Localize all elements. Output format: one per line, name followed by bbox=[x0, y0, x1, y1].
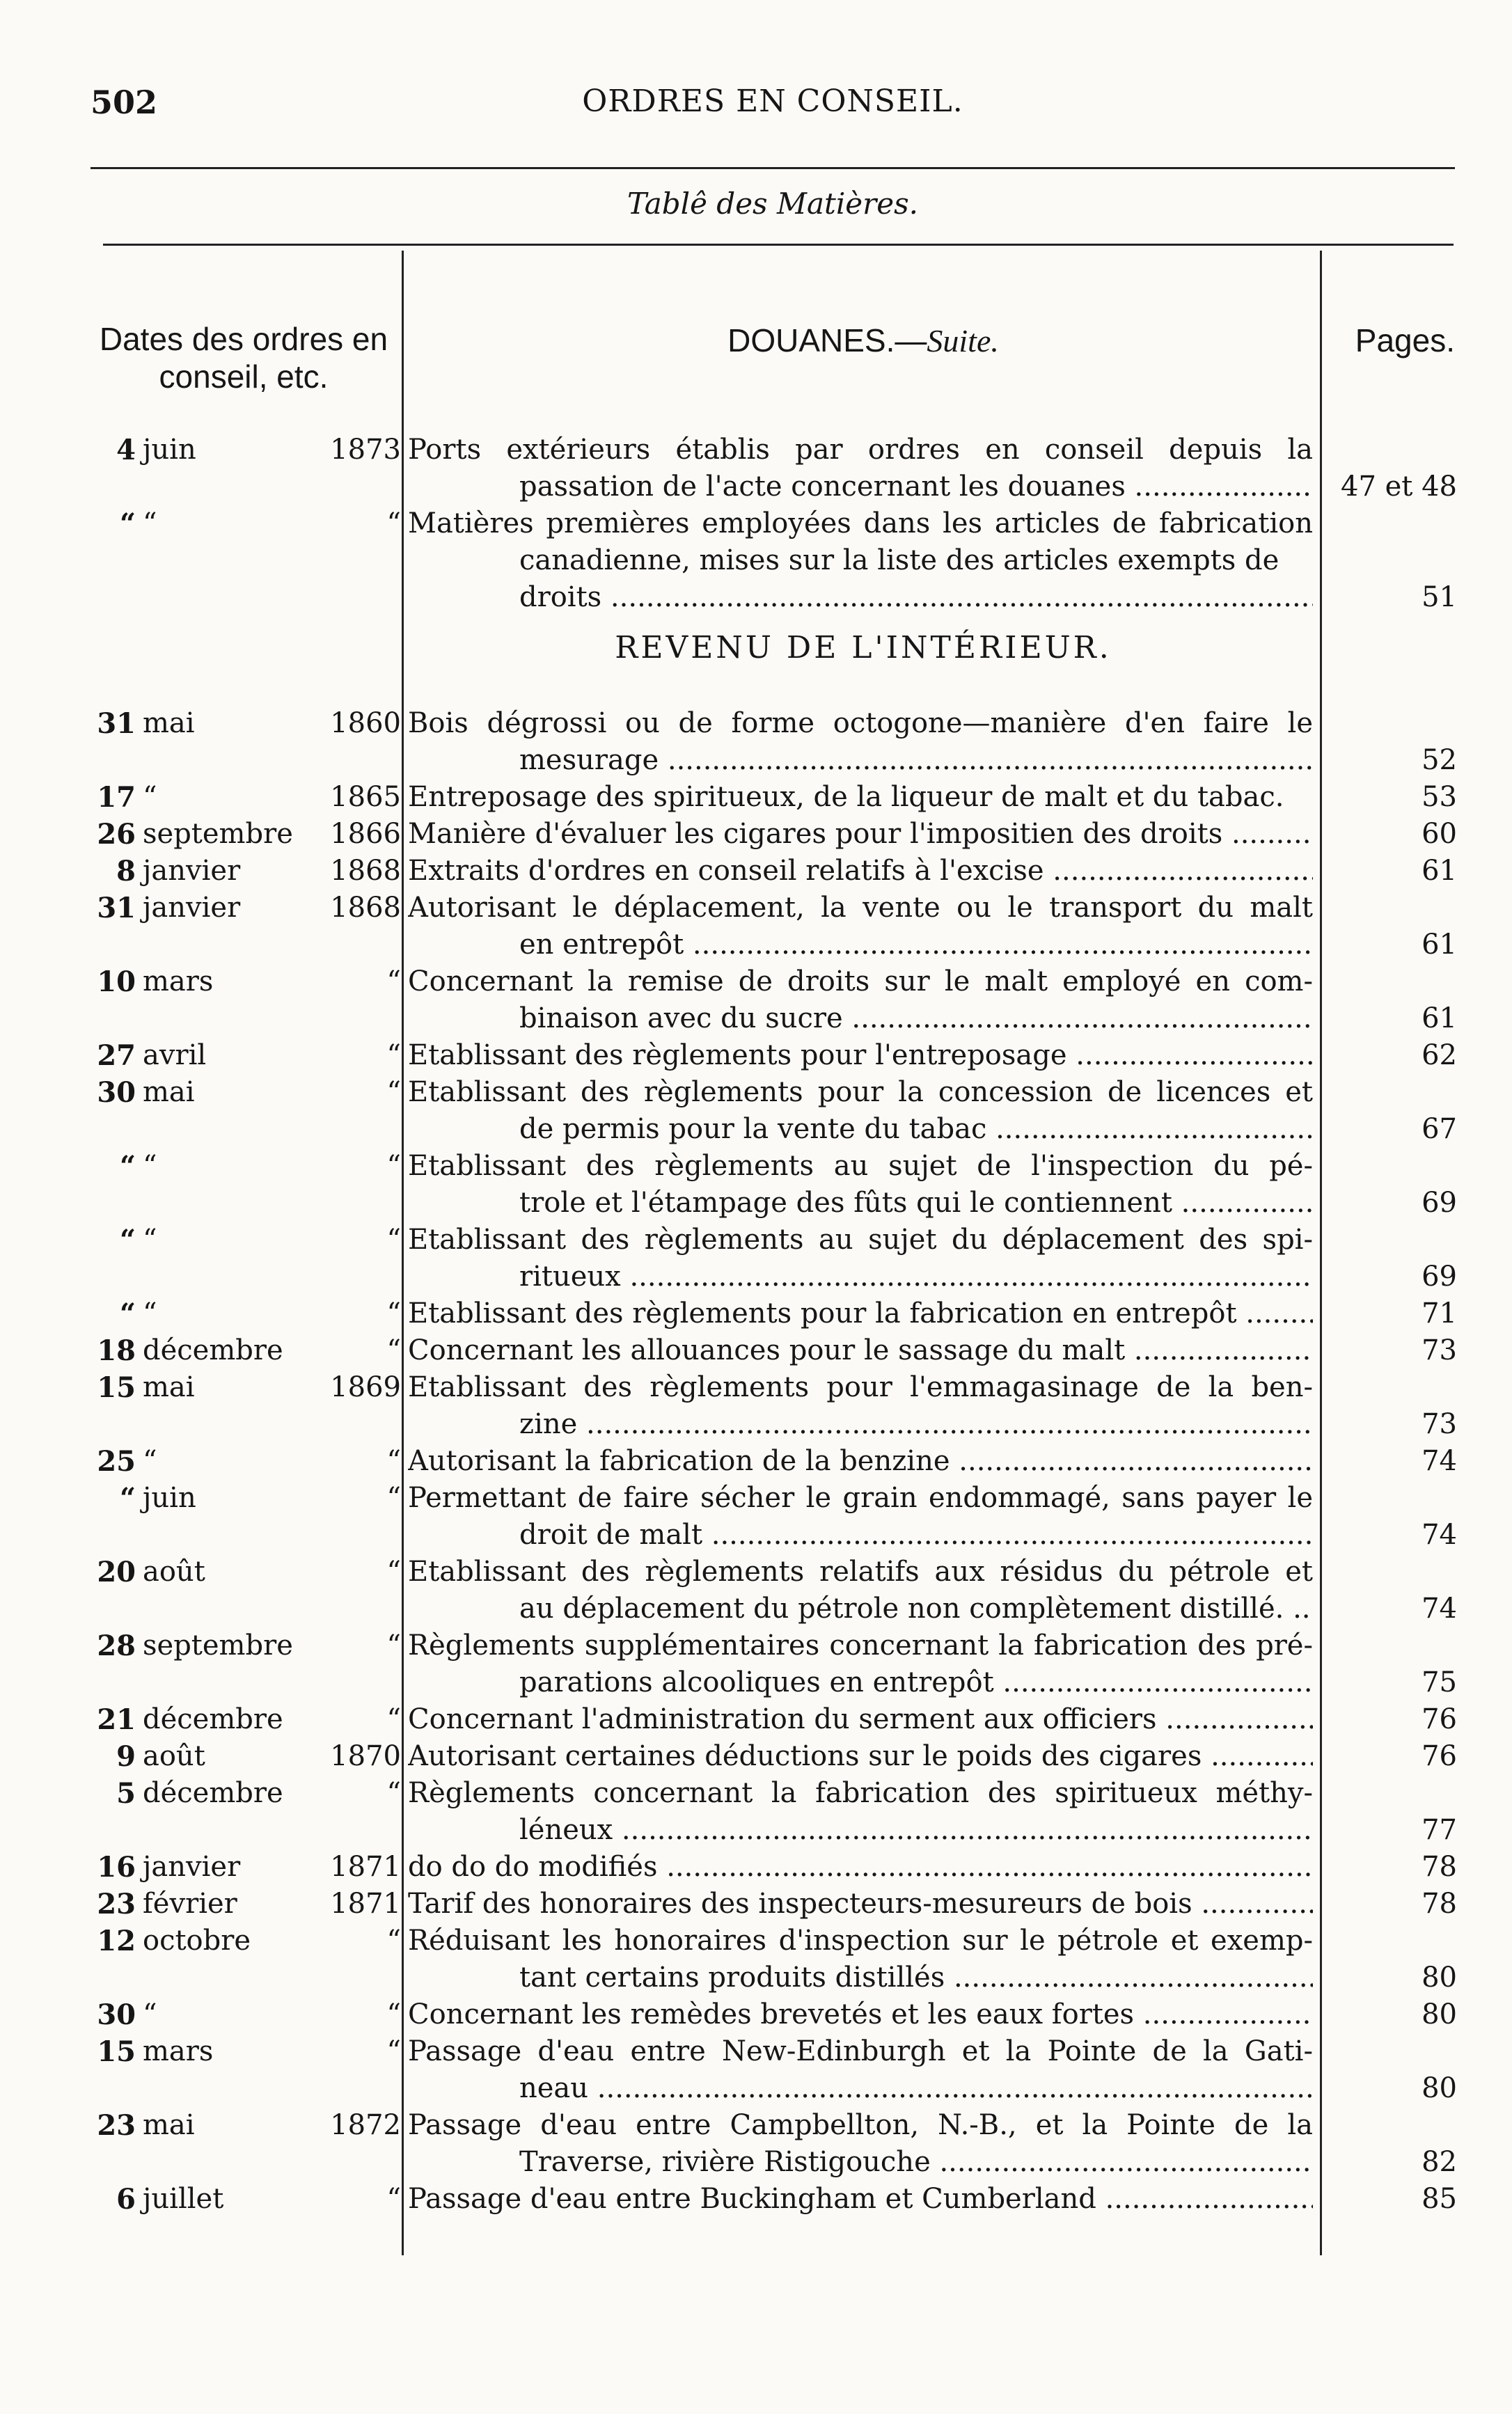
entry-description-line: Autorisant la fabrication de la benzine ..... bbox=[408, 1443, 1313, 1480]
entry-day: 10 bbox=[97, 965, 136, 998]
entry-page: 80 bbox=[1422, 2072, 1457, 2104]
entry-month: février bbox=[143, 1888, 237, 1920]
entry-description-line: Concernant les allouances pour le sassage du malt ..... bbox=[408, 1332, 1313, 1369]
entry-page: 73 bbox=[1422, 1408, 1457, 1440]
entry-month: décembre bbox=[143, 1334, 283, 1366]
entry-description bbox=[408, 1332, 1313, 1369]
entry-description bbox=[408, 2181, 1313, 2218]
entry-page: 67 bbox=[1422, 1113, 1457, 1145]
column-header-pages: Pages. bbox=[1355, 322, 1455, 358]
entry-year: “ bbox=[386, 1445, 401, 1477]
entry-month: “ bbox=[143, 1445, 157, 1477]
entry-description bbox=[408, 2033, 1313, 2107]
entry-month: janvier bbox=[143, 855, 241, 887]
entry-page: 82 bbox=[1422, 2146, 1457, 2178]
entry-page: 61 bbox=[1422, 929, 1457, 961]
entry-day: 17 bbox=[97, 781, 136, 814]
entry-year: “ bbox=[386, 1150, 401, 1182]
entry-page: 60 bbox=[1422, 818, 1457, 850]
entry-page: 51 bbox=[1422, 581, 1457, 613]
entry-day: 16 bbox=[97, 1851, 136, 1884]
entry-description bbox=[408, 1775, 1313, 1849]
entry-page: 80 bbox=[1422, 1998, 1457, 2030]
entry-description bbox=[408, 963, 1313, 1037]
entry-day: 25 bbox=[97, 1445, 136, 1478]
entry-month: “ bbox=[143, 507, 157, 539]
entry-year: “ bbox=[386, 1039, 401, 1071]
entry-description-line: léneux ..... bbox=[408, 1812, 1313, 1849]
entry-day: 23 bbox=[97, 2109, 136, 2142]
entry-month: “ bbox=[143, 1150, 157, 1182]
entry-year: 1873 bbox=[330, 434, 401, 466]
entry-description bbox=[408, 853, 1313, 890]
entry-page: 78 bbox=[1422, 1888, 1457, 1920]
entry-day: 23 bbox=[97, 1888, 136, 1920]
entry-page: 74 bbox=[1422, 1519, 1457, 1551]
entry-year: “ bbox=[386, 1777, 401, 1809]
entry-description bbox=[408, 890, 1313, 963]
entry-description-line: Matières premières employées dans les articles de fabrication bbox=[408, 507, 1313, 539]
entry-description-line: droits ..... bbox=[408, 579, 1313, 616]
entry-description-line: Tarif des honoraires des inspecteurs-mesureurs de bois ..... bbox=[408, 1886, 1313, 1923]
entry-page: 62 bbox=[1422, 1039, 1457, 1071]
entry-page: 53 bbox=[1422, 781, 1457, 813]
top-rule bbox=[90, 167, 1455, 169]
entry-day: “ bbox=[119, 1224, 136, 1256]
entry-page: 85 bbox=[1422, 2183, 1457, 2215]
entry-day: “ bbox=[119, 1482, 136, 1515]
entry-day: 8 bbox=[116, 855, 136, 888]
entry-year: 1870 bbox=[330, 1740, 401, 1772]
entry-description-line: droit de malt ..... bbox=[408, 1517, 1313, 1554]
entry-year: “ bbox=[386, 1630, 401, 1662]
entry-day: 26 bbox=[97, 818, 136, 851]
entry-page: 47 et 48 bbox=[1341, 471, 1457, 503]
entry-page: 76 bbox=[1422, 1740, 1457, 1772]
entry-year: “ bbox=[386, 507, 401, 539]
entry-year: 1860 bbox=[330, 707, 401, 739]
entry-description-line: Etablissant des règlements au sujet de l'inspection du pé- bbox=[408, 1150, 1313, 1182]
entry-description bbox=[408, 1554, 1313, 1627]
entry-description-line: Ports extérieurs établis par ordres en conseil depuis la bbox=[408, 434, 1313, 466]
entry-month: décembre bbox=[143, 1703, 283, 1735]
entry-year: “ bbox=[386, 1482, 401, 1514]
entry-description bbox=[408, 1701, 1313, 1738]
entry-description bbox=[408, 1627, 1313, 1701]
column-header-dates-line2: conseil, etc. bbox=[159, 358, 329, 395]
entry-description-line: Traverse, rivière Ristigouche ..... bbox=[408, 2144, 1313, 2181]
entry-description bbox=[408, 1996, 1313, 2033]
entry-description bbox=[408, 1222, 1313, 1295]
entry-day: 18 bbox=[97, 1334, 136, 1367]
entry-description-line: Etablissant des règlements relatifs aux résidus du pétrole et bbox=[408, 1556, 1313, 1588]
entry-month: mai bbox=[143, 1076, 195, 1108]
entry-description-line: passation de l'acte concernant les douanes ..... bbox=[408, 468, 1313, 505]
entry-description-line: Bois dégrossi ou de forme octogone—manière d'en faire le bbox=[408, 707, 1313, 739]
entry-month: juin bbox=[143, 1482, 196, 1514]
entry-page: 69 bbox=[1422, 1187, 1457, 1219]
entry-page: 77 bbox=[1422, 1814, 1457, 1846]
entry-month: janvier bbox=[143, 892, 241, 924]
entry-description bbox=[408, 705, 1313, 779]
entry-description bbox=[408, 1443, 1313, 1480]
entry-description-line: tant certains produits distillés ..... bbox=[408, 1959, 1313, 1996]
section-heading-revenu: REVENU DE L'INTÉRIEUR. bbox=[615, 630, 1112, 665]
entry-description bbox=[408, 1923, 1313, 1996]
section-title: DOUANES.— bbox=[727, 322, 927, 358]
entry-page: 73 bbox=[1422, 1334, 1457, 1366]
entry-day: 12 bbox=[97, 1925, 136, 1957]
entry-day: 31 bbox=[97, 892, 136, 924]
entry-month: décembre bbox=[143, 1777, 283, 1809]
entry-month: septembre bbox=[143, 1630, 293, 1662]
entry-month: mai bbox=[143, 707, 195, 739]
entry-description bbox=[408, 2107, 1313, 2181]
entry-description bbox=[408, 1074, 1313, 1148]
entry-day: 28 bbox=[97, 1630, 136, 1662]
entry-description-line: Manière d'évaluer les cigares pour l'impositien des droits ..... bbox=[408, 816, 1313, 853]
entry-description-line: Concernant la remise de droits sur le malt employé en com- bbox=[408, 965, 1313, 997]
entry-description-line: Etablissant des règlements au sujet du déplacement des spi- bbox=[408, 1224, 1313, 1256]
entry-description bbox=[408, 816, 1313, 853]
entry-description-line: Etablissant des règlements pour l'entreposage ..... bbox=[408, 1037, 1313, 1074]
entry-description bbox=[408, 1295, 1313, 1332]
entry-month: août bbox=[143, 1556, 205, 1588]
entry-description-line: Autorisant le déplacement, la vente ou le transport du malt bbox=[408, 892, 1313, 924]
entry-page: 74 bbox=[1422, 1445, 1457, 1477]
entry-description-line: en entrepôt ..... bbox=[408, 926, 1313, 963]
entry-page: 61 bbox=[1422, 855, 1457, 887]
entry-description bbox=[408, 779, 1313, 816]
entry-month: mars bbox=[143, 965, 214, 997]
entry-day: “ bbox=[119, 1150, 136, 1183]
entry-description-line: Entreposage des spiritueux, de la liqueur de malt et du tabac. bbox=[408, 781, 1284, 813]
entry-description bbox=[408, 1480, 1313, 1554]
entry-day: 5 bbox=[116, 1777, 136, 1810]
entry-year: 1871 bbox=[330, 1851, 401, 1883]
entry-description bbox=[408, 1369, 1313, 1443]
entry-month: mars bbox=[143, 2035, 214, 2067]
entry-day: 31 bbox=[97, 707, 136, 740]
entry-description bbox=[408, 432, 1313, 505]
entry-page: 61 bbox=[1422, 1002, 1457, 1034]
entry-year: “ bbox=[386, 1556, 401, 1588]
entry-day: 21 bbox=[97, 1703, 136, 1736]
entry-month: juin bbox=[143, 434, 196, 466]
entry-day: 30 bbox=[97, 1998, 136, 2031]
entry-description bbox=[408, 505, 1313, 616]
entry-day: 27 bbox=[97, 1039, 136, 1072]
entry-month: janvier bbox=[143, 1851, 241, 1883]
entry-year: “ bbox=[386, 1334, 401, 1366]
entry-page: 76 bbox=[1422, 1703, 1457, 1735]
column-header-dates bbox=[90, 320, 397, 395]
entry-year: “ bbox=[386, 1297, 401, 1330]
entry-description-line: Passage d'eau entre Campbellton, N.-B., et la Pointe de la bbox=[408, 2109, 1313, 2141]
entry-month: juillet bbox=[143, 2183, 224, 2215]
entry-year: “ bbox=[386, 1076, 401, 1108]
entry-year: “ bbox=[386, 2183, 401, 2215]
entry-year: “ bbox=[386, 1925, 401, 1957]
entry-page: 69 bbox=[1422, 1261, 1457, 1293]
entry-description-line: zine ..... bbox=[408, 1406, 1313, 1443]
entry-year: 1868 bbox=[330, 855, 401, 887]
entry-month: “ bbox=[143, 1297, 157, 1330]
entry-day: 30 bbox=[97, 1076, 136, 1109]
entry-year: 1866 bbox=[330, 818, 401, 850]
column-header-section bbox=[411, 322, 1316, 359]
entry-day: 15 bbox=[97, 2035, 136, 2068]
entry-month: “ bbox=[143, 1224, 157, 1256]
entry-year: “ bbox=[386, 965, 401, 997]
entry-year: “ bbox=[386, 1998, 401, 2030]
entry-day: 6 bbox=[116, 2183, 136, 2216]
entry-description-line: binaison avec du sucre ..... bbox=[408, 1000, 1313, 1037]
entry-page: 74 bbox=[1422, 1593, 1457, 1625]
entry-day: 15 bbox=[97, 1371, 136, 1404]
entry-page: 75 bbox=[1422, 1666, 1457, 1698]
entry-description-line: Etablissant des règlements pour la fabrication en entrepôt ..... bbox=[408, 1295, 1313, 1332]
entry-description-line: do do do modifiés ..... bbox=[408, 1849, 1313, 1886]
entry-year: “ bbox=[386, 1224, 401, 1256]
entry-description bbox=[408, 1886, 1313, 1923]
entry-description-line: mesurage ..... bbox=[408, 742, 1313, 779]
column-divider-right bbox=[1320, 251, 1322, 2255]
entry-description bbox=[408, 1849, 1313, 1886]
entry-month: avril bbox=[143, 1039, 207, 1071]
entry-description-line: Règlements supplémentaires concernant la fabrication des pré- bbox=[408, 1630, 1313, 1662]
entry-year: 1865 bbox=[330, 781, 401, 813]
entry-description-line: Etablissant des règlements pour la concession de licences et bbox=[408, 1076, 1313, 1108]
page-header bbox=[90, 84, 1455, 132]
entry-description-line: parations alcooliques en entrepôt ..... bbox=[408, 1664, 1313, 1701]
entry-month: août bbox=[143, 1740, 205, 1772]
entry-description-line: au déplacement du pétrole non complètement distillé. ..... bbox=[408, 1591, 1313, 1627]
entry-description-line: Permettant de faire sécher le grain endommagé, sans payer le bbox=[408, 1482, 1313, 1514]
entry-description-line: canadienne, mises sur la liste des articles exempts de bbox=[519, 544, 1279, 576]
entry-month: octobre bbox=[143, 1925, 251, 1957]
entry-month: mai bbox=[143, 2109, 195, 2141]
entry-year: 1871 bbox=[330, 1888, 401, 1920]
entry-description-line: Règlements concernant la fabrication des spiritueux méthy- bbox=[408, 1777, 1313, 1809]
table-subtitle: Tablê des Matières. bbox=[627, 187, 918, 221]
running-title: ORDRES EN CONSEIL. bbox=[582, 84, 963, 119]
entry-description-line: Extraits d'ordres en conseil relatifs à l'excise ..... bbox=[408, 853, 1313, 890]
entry-day: “ bbox=[119, 507, 136, 540]
entry-page: 78 bbox=[1422, 1851, 1457, 1883]
entry-description-line: neau ..... bbox=[408, 2070, 1313, 2107]
entry-description-line: Etablissant des règlements pour l'emmagasinage de la ben- bbox=[408, 1371, 1313, 1403]
entry-page: 52 bbox=[1422, 744, 1457, 776]
entry-day: 4 bbox=[116, 434, 136, 466]
entry-year: “ bbox=[386, 1703, 401, 1735]
entry-year: “ bbox=[386, 2035, 401, 2067]
entry-month: “ bbox=[143, 781, 157, 813]
entry-description-line: trole et l'étampage des fûts qui le contiennent ..... bbox=[408, 1185, 1313, 1222]
page-number: 502 bbox=[90, 84, 158, 121]
entry-description bbox=[408, 1037, 1313, 1074]
column-divider-left bbox=[402, 251, 404, 2255]
section-suite: Suite. bbox=[927, 323, 999, 358]
entry-description-line: Réduisant les honoraires d'inspection sur le pétrole et exemp- bbox=[408, 1925, 1313, 1957]
entry-day: “ bbox=[119, 1297, 136, 1330]
entry-description bbox=[408, 1738, 1313, 1775]
entry-month: septembre bbox=[143, 818, 293, 850]
entry-description bbox=[408, 1148, 1313, 1222]
entry-description-line: Concernant les remèdes brevetés et les eaux fortes ..... bbox=[408, 1996, 1313, 2033]
entry-day: 20 bbox=[97, 1556, 136, 1588]
entry-description-line: Concernant l'administration du serment aux officiers ..... bbox=[408, 1701, 1313, 1738]
column-header-dates-line1: Dates des ordres en bbox=[99, 321, 388, 357]
entry-description-line: de permis pour la vente du tabac ..... bbox=[408, 1111, 1313, 1148]
entry-year: 1868 bbox=[330, 892, 401, 924]
entry-description-line: Passage d'eau entre New-Edinburgh et la Pointe de la Gati- bbox=[408, 2035, 1313, 2067]
entry-page: 80 bbox=[1422, 1962, 1457, 1994]
entry-month: mai bbox=[143, 1371, 195, 1403]
entry-description-line: Passage d'eau entre Buckingham et Cumberland ..... bbox=[408, 2181, 1313, 2218]
entry-year: 1869 bbox=[330, 1371, 401, 1403]
entry-page: 71 bbox=[1422, 1297, 1457, 1330]
entry-description-line: Autorisant certaines déductions sur le poids des cigares ..... bbox=[408, 1738, 1313, 1775]
entry-month: “ bbox=[143, 1998, 157, 2030]
entry-year: 1872 bbox=[330, 2109, 401, 2141]
header-rule bbox=[103, 244, 1454, 246]
entry-description-line: ritueux ..... bbox=[408, 1259, 1313, 1295]
entry-day: 9 bbox=[116, 1740, 136, 1773]
